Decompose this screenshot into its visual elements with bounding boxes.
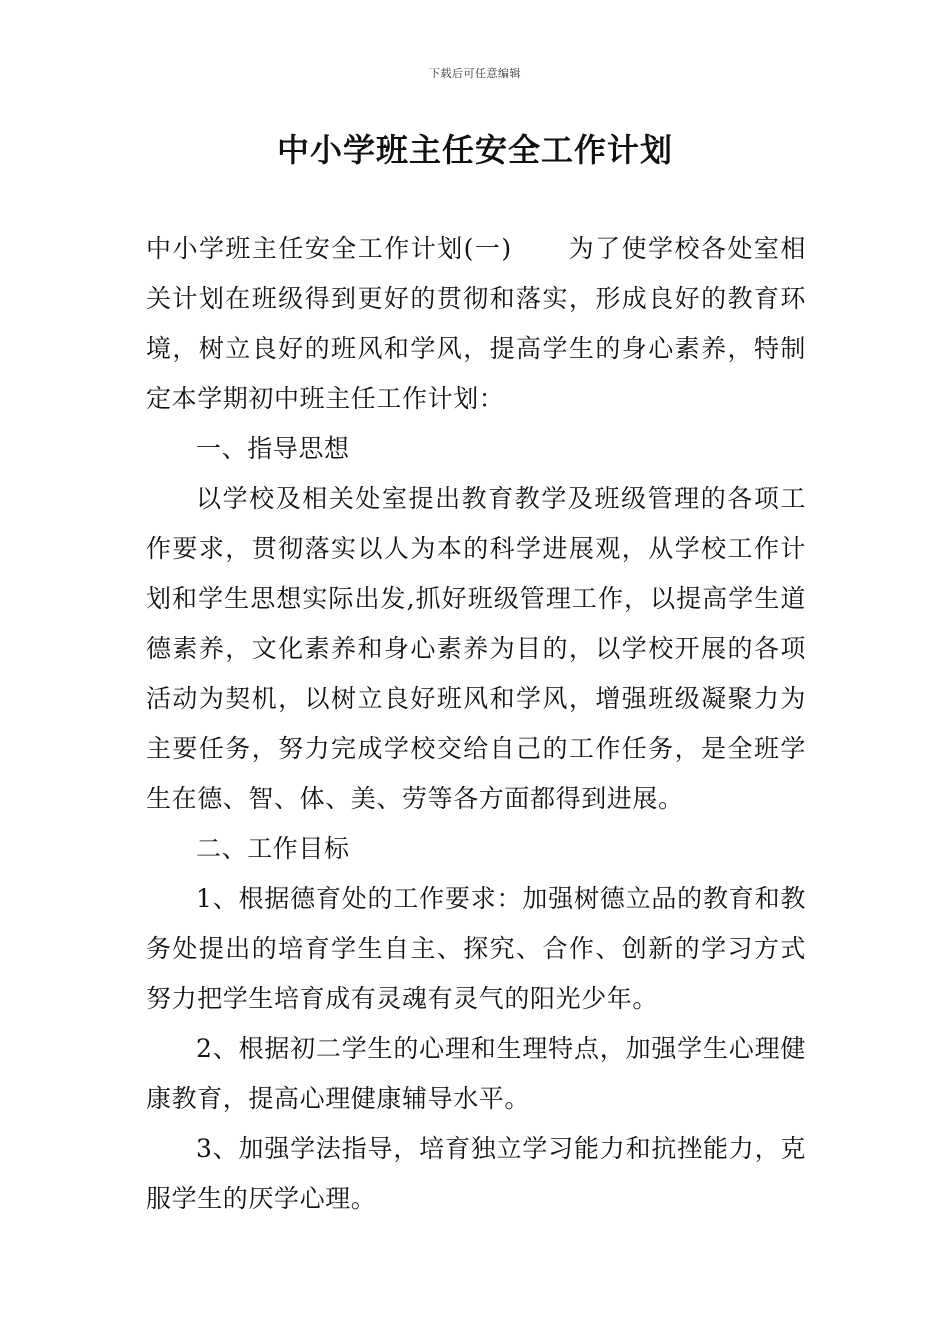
intro-lead: 中小学班主任安全工作计划(一) [146, 234, 512, 263]
section-paragraph-guiding-ideology: 以学校及相关处室提出教育教学及班级管理的各项工作要求，贯彻落实以人为本的科学进展观，从学校工作计划和学生思想实际出发,抓好班级管理工作，以提高学生道德素养，文化素养和身心素养为目的，以学校开展的各项活动为契机，以树立良好班风和学风，增强班级凝聚力为主要任务，努力完成学校交给自己的工作任务，是全班学生在德、智、体、美、劳等各方面都得到进展。 [146, 484, 806, 813]
header-note: 下载后可任意编辑 [429, 67, 521, 80]
section-heading-work-goals: 二、工作目标 [196, 834, 350, 863]
goal-item-3: 3、加强学法指导，培育独立学习能力和抗挫能力，克服学生的厌学心理。 [146, 1134, 806, 1213]
intro-paragraph [146, 224, 806, 424]
goal-item-1: 1、根据德育处的工作要求：加强树德立品的教育和教务处提出的培育学生自主、探究、合作、创新的学习方式努力把学生培育成有灵魂有灵气的阳光少年。 [146, 884, 806, 1013]
section-heading-guiding-ideology: 一、指导思想 [196, 434, 350, 463]
document-title: 中小学班主任安全工作计划 [276, 131, 673, 169]
goal-item-2: 2、根据初二学生的心理和生理特点，加强学生心理健康教育，提高心理健康辅导水平。 [146, 1034, 806, 1113]
intro-text: 为了使学校各处室相关计划在班级得到更好的贯彻和落实，形成良好的教育环境，树立良好的班风和学风，提高学生的身心素养，特制定本学期初中班主任工作计划： [146, 234, 806, 413]
document-body [146, 224, 806, 1224]
